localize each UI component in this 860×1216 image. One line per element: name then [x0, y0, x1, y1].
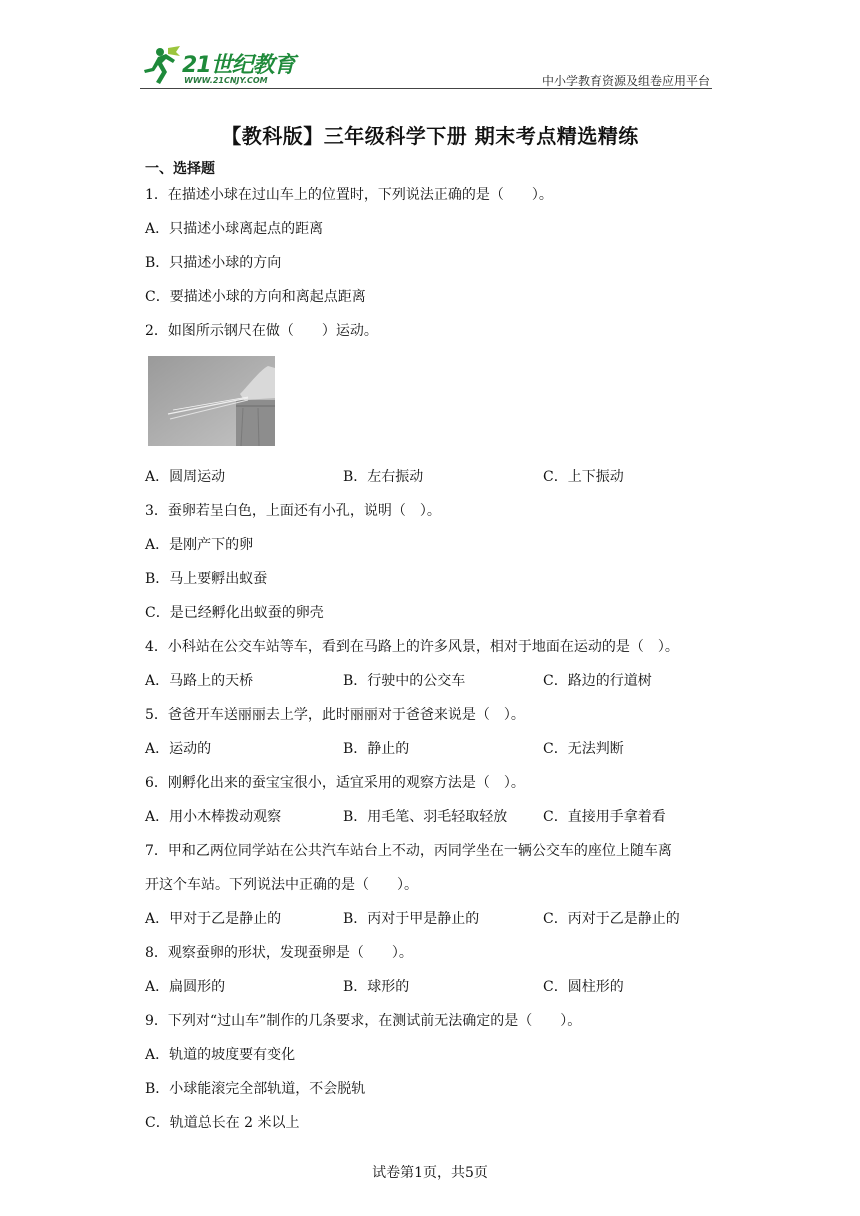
question-8-stem: 8．观察蚕卵的形状，发现蚕卵是（ ）。: [145, 945, 413, 961]
question-9-stem: 9．下列对“过山车”制作的几条要求，在测试前无法确定的是（ ）。: [145, 1013, 582, 1029]
question-7-stem-line-2: 开这个车站。下列说法中正确的是（ ）。: [145, 877, 418, 893]
question-8-option-b: B．球形的: [343, 979, 410, 995]
question-2-option-a: A．圆周运动: [145, 469, 226, 485]
logo-text: 21世纪教育: [182, 53, 295, 78]
question-1-stem: 1．在描述小球在过山车上的位置时，下列说法正确的是（ ）。: [145, 187, 553, 203]
question-6-stem: 6．刚孵化出来的蚕宝宝很小，适宜采用的观察方法是（ ）。: [145, 775, 525, 791]
question-7-option-c: C．丙对于乙是静止的: [543, 911, 680, 927]
question-4-option-b: B．行驶中的公交车: [343, 673, 466, 689]
logo: [140, 44, 340, 88]
question-1-option-c: C．要描述小球的方向和离起点距离: [145, 289, 366, 305]
question-2-stem: 2．如图所示钢尺在做（ ）运动。: [145, 323, 378, 339]
question-6-option-a: A．用小木棒拨动观察: [145, 809, 282, 825]
question-3-option-b: B．马上要孵出蚁蚕: [145, 571, 268, 587]
page-title: 【教科版】三年级科学下册 期末考点精选精练: [221, 124, 639, 148]
logo-url: WWW.21CNJY.COM: [184, 76, 268, 85]
platform-name: 中小学教育资源及组卷应用平台: [541, 74, 710, 88]
question-3-option-c: C．是已经孵化出蚁蚕的卵壳: [145, 605, 324, 621]
question-5-option-a: A．运动的: [145, 741, 212, 757]
question-5-stem: 5．爸爸开车送丽丽去上学，此时丽丽对于爸爸来说是（ ）。: [145, 707, 525, 723]
question-7-option-b: B．丙对于甲是静止的: [343, 911, 480, 927]
question-6-option-c: C．直接用手拿着看: [543, 809, 666, 825]
question-7-option-a: A．甲对于乙是静止的: [145, 911, 282, 927]
runner-icon: [140, 44, 184, 88]
question-3-option-a: A．是刚产下的卵: [145, 537, 254, 553]
question-8-option-c: C．圆柱形的: [543, 979, 624, 995]
question-4-option-c: C．路边的行道树: [543, 673, 652, 689]
question-9-option-b: B．小球能滚完全部轨道，不会脱轨: [145, 1081, 366, 1097]
section-heading: 一、选择题: [145, 161, 215, 177]
page-header: [140, 42, 712, 88]
question-9-option-a: A．轨道的坡度要有变化: [145, 1047, 296, 1063]
question-5-option-c: C．无法判断: [543, 741, 624, 757]
page-footer: 试卷第1页，共5页: [372, 1165, 488, 1181]
question-1-option-b: B．只描述小球的方向: [145, 255, 282, 271]
question-4-stem: 4．小科站在公交车站等车，看到在马路上的许多风景，相对于地面在运动的是（ ）。: [145, 639, 679, 655]
question-6-option-b: B．用毛笔、羽毛轻取轻放: [343, 809, 508, 825]
question-2-option-b: B．左右振动: [343, 469, 424, 485]
question-9-option-c: C．轨道总长在 2 米以上: [145, 1115, 300, 1131]
question-4-option-a: A．马路上的天桥: [145, 673, 254, 689]
header-rule: [140, 88, 712, 89]
question-1-option-a: A．只描述小球离起点的距离: [145, 221, 324, 237]
steel-ruler-photo: [148, 356, 275, 446]
question-5-option-b: B．静止的: [343, 741, 410, 757]
question-3-stem: 3．蚕卵若呈白色，上面还有小孔，说明（ ）。: [145, 503, 441, 519]
question-2-option-c: C．上下振动: [543, 469, 624, 485]
question-7-stem-line-1: 7．甲和乙两位同学站在公共汽车站台上不动，丙同学坐在一辆公交车的座位上随车离: [145, 843, 672, 859]
question-8-option-a: A．扁圆形的: [145, 979, 226, 995]
